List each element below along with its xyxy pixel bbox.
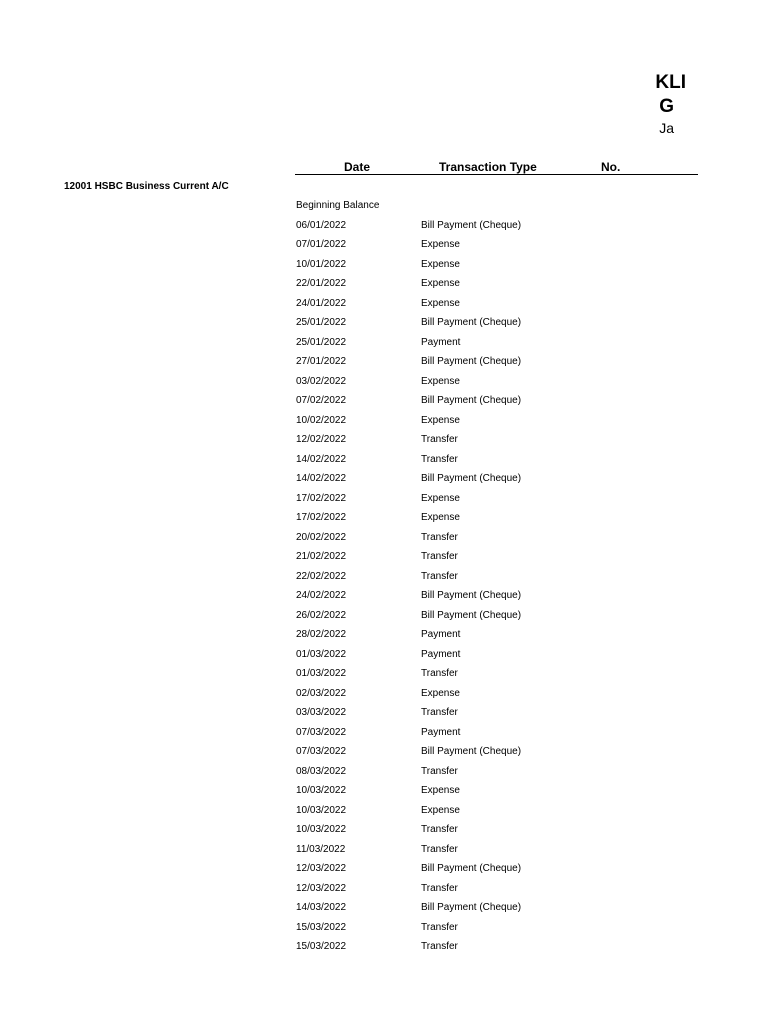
transaction-date: 22/02/2022 [296, 570, 347, 582]
transaction-type: Expense [421, 804, 460, 816]
transaction-list [0, 198, 768, 959]
table-row [0, 276, 768, 296]
transaction-type: Expense [421, 375, 460, 387]
beginning-balance-label: Beginning Balance [296, 200, 380, 211]
transaction-date: 12/03/2022 [296, 863, 347, 874]
transaction-date: 07/03/2022 [296, 746, 347, 757]
report-title: G [659, 96, 674, 117]
header-divider [295, 174, 698, 175]
transaction-date: 22/01/2022 [296, 278, 347, 289]
table-row [0, 900, 768, 920]
table-row [0, 588, 768, 608]
transaction-type: Payment [421, 726, 461, 738]
table-row [0, 744, 768, 764]
transaction-date: 26/02/2022 [296, 609, 347, 621]
transaction-type: Transfer [421, 434, 458, 445]
transaction-date: 02/03/2022 [296, 687, 347, 699]
transaction-type: Bill Payment (Cheque) [421, 317, 522, 328]
transaction-type: Bill Payment (Cheque) [421, 219, 522, 231]
table-row [0, 725, 768, 745]
transaction-type: Expense [421, 258, 460, 270]
table-row [0, 335, 768, 355]
transaction-date: 17/02/2022 [296, 512, 347, 523]
transaction-type: Transfer [421, 570, 458, 582]
company-name: KLI [655, 72, 686, 93]
transaction-type: Payment [421, 648, 461, 660]
transaction-date: 12/03/2022 [296, 882, 347, 894]
transaction-type: Expense [421, 785, 460, 796]
transaction-date: 08/03/2022 [296, 765, 347, 777]
table-row [0, 881, 768, 901]
transaction-type: Bill Payment (Cheque) [421, 395, 522, 406]
transaction-date: 27/01/2022 [296, 356, 347, 367]
table-row [0, 393, 768, 413]
table-row [0, 842, 768, 862]
transaction-date: 15/03/2022 [296, 921, 347, 933]
table-row [0, 471, 768, 491]
transaction-date: 07/03/2022 [296, 726, 347, 738]
transaction-type: Bill Payment (Cheque) [421, 746, 522, 757]
transaction-date: 25/01/2022 [296, 336, 347, 348]
transaction-date: 17/02/2022 [296, 492, 347, 504]
table-row [0, 432, 768, 452]
table-row [0, 257, 768, 277]
transaction-type: Payment [421, 629, 461, 640]
table-row [0, 861, 768, 881]
account-name: 12001 HSBC Business Current A/C [64, 181, 229, 192]
table-row [0, 413, 768, 433]
report-title-block [0, 72, 686, 142]
table-row [0, 237, 768, 257]
transaction-type: Transfer [421, 765, 458, 777]
transaction-date: 25/01/2022 [296, 317, 347, 328]
transaction-date: 10/03/2022 [296, 804, 347, 816]
transaction-date: 03/03/2022 [296, 707, 347, 718]
column-header-transaction-type: Transaction Type [439, 160, 537, 174]
transaction-type: Transfer [421, 941, 458, 952]
transaction-date: 28/02/2022 [296, 629, 347, 640]
table-row [0, 666, 768, 686]
table-row [0, 510, 768, 530]
transaction-type: Bill Payment (Cheque) [421, 590, 522, 601]
transaction-type: Expense [421, 297, 460, 309]
transaction-type: Transfer [421, 824, 458, 835]
column-header-no: No. [601, 160, 621, 174]
transaction-date: 14/02/2022 [296, 453, 347, 465]
transaction-date: 24/01/2022 [296, 297, 347, 309]
transaction-type: Transfer [421, 843, 458, 855]
transaction-date: 06/01/2022 [296, 219, 347, 231]
transaction-type: Transfer [421, 453, 458, 465]
table-row [0, 920, 768, 940]
transaction-date: 14/03/2022 [296, 902, 347, 913]
beginning-balance-row [0, 198, 768, 218]
transaction-type: Transfer [421, 551, 458, 562]
table-row [0, 647, 768, 667]
transaction-type: Bill Payment (Cheque) [421, 609, 522, 621]
transaction-type: Bill Payment (Cheque) [421, 863, 522, 874]
transaction-type: Bill Payment (Cheque) [421, 902, 522, 913]
table-row [0, 627, 768, 647]
column-header-date: Date [344, 160, 371, 174]
transaction-date: 07/01/2022 [296, 239, 347, 250]
table-row [0, 452, 768, 472]
transaction-type: Expense [421, 492, 460, 504]
table-row [0, 218, 768, 238]
table-row [0, 569, 768, 589]
transaction-date: 20/02/2022 [296, 531, 347, 543]
transaction-date: 15/03/2022 [296, 941, 347, 952]
transaction-date: 07/02/2022 [296, 395, 347, 406]
transaction-type: Expense [421, 512, 460, 523]
transaction-type: Transfer [421, 707, 458, 718]
transaction-date: 10/03/2022 [296, 824, 347, 835]
table-row [0, 783, 768, 803]
table-row [0, 803, 768, 823]
transaction-date: 24/02/2022 [296, 590, 347, 601]
transaction-type: Payment [421, 336, 461, 348]
transaction-date: 10/03/2022 [296, 785, 347, 796]
transaction-date: 11/03/2022 [296, 843, 346, 855]
transaction-type: Transfer [421, 668, 458, 679]
transaction-type: Expense [421, 278, 460, 289]
transaction-type: Bill Payment (Cheque) [421, 356, 522, 367]
transaction-date: 10/02/2022 [296, 414, 347, 426]
table-row [0, 686, 768, 706]
transaction-date: 03/02/2022 [296, 375, 347, 387]
table-row [0, 764, 768, 784]
table-row [0, 491, 768, 511]
transaction-date: 01/03/2022 [296, 668, 347, 679]
table-row [0, 608, 768, 628]
table-row [0, 939, 768, 959]
transaction-type: Transfer [421, 531, 458, 543]
transaction-type: Transfer [421, 921, 458, 933]
transaction-type: Expense [421, 414, 460, 426]
table-row [0, 296, 768, 316]
table-row [0, 530, 768, 550]
transaction-date: 10/01/2022 [296, 258, 347, 270]
transaction-date: 21/02/2022 [296, 551, 347, 562]
transaction-type: Expense [421, 239, 460, 250]
transaction-date: 01/03/2022 [296, 648, 347, 660]
report-period: Ja [659, 120, 674, 136]
transaction-type: Bill Payment (Cheque) [421, 473, 522, 484]
table-row [0, 315, 768, 335]
table-row [0, 354, 768, 374]
transaction-type: Transfer [421, 882, 458, 894]
table-row [0, 705, 768, 725]
transaction-date: 14/02/2022 [296, 473, 347, 484]
table-row [0, 822, 768, 842]
table-row [0, 549, 768, 569]
transaction-type: Expense [421, 687, 460, 699]
table-row [0, 374, 768, 394]
transaction-date: 12/02/2022 [296, 434, 347, 445]
